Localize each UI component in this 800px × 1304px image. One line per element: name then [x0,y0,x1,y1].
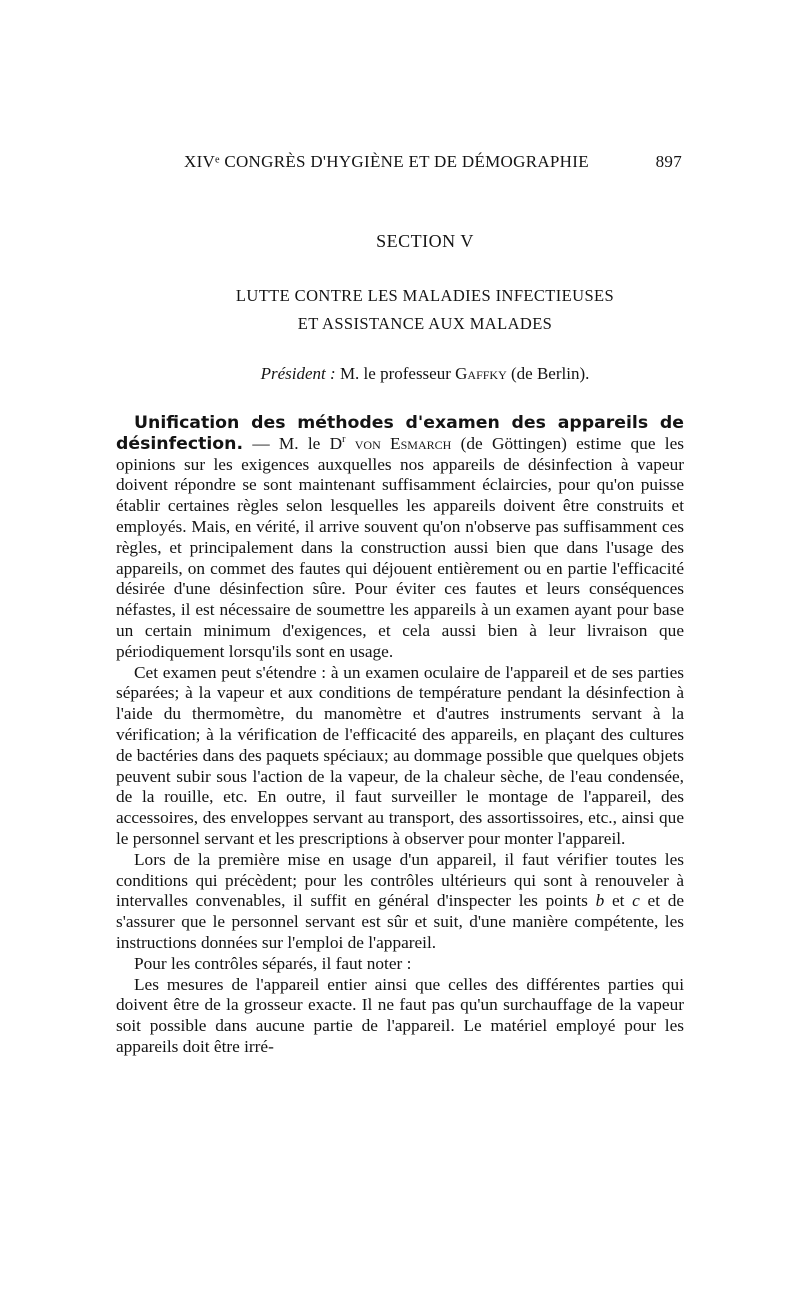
paragraph-5: Les mesures de l'appareil entier ainsi que celles des différentes parties qui doivent être de la grosseur exacte. Il ne faut pas qu'un surchauffage de la vapeur soit possible dans aucune partie de l'appareil. Le matériel employé pour les appareils doit être irré- [116,974,684,1056]
president-line [0,364,800,384]
section-subtitle-line2: ET ASSISTANCE AUX MALADES [297,314,553,333]
president-name: Gaffky [455,364,507,383]
paragraph-1-text: (de Göttingen) estime que les opinions sur les exigences auxquelles nos appareils de désinfection à vapeur doivent répondre se sont maintenant suffisamment éclaircies, pour qu'on puisse établir certaines règles selon lesquelles les appareils doivent être construits et employés. Mais, en vérité, il arrive souvent qu'on n'observe pas suffisamment ces règles, et principalement dans la construction aussi bien que dans l'usage des appareils, on commet des fautes qui déjouent entièrement ou en partie l'efficacité désirée d'une désinfection sûre. Pour éviter ces fautes et leurs conséquences néfastes, il est nécessaire de soumettre les appareils à un examen ayant pour base un certain minimum d'exigences, et cela aussi bien à leur livraison que périodiquement lorsqu'ils sont en usage. [116,433,684,661]
president-prefix: M. le professeur [339,364,451,383]
paragraph-1 [116,413,684,663]
paragraph-3-text-b: et de s'assurer que le personnel servant est sûr et suit, d'une manière compétente, les instructions données sur l'emploi de l'appareil. [116,891,685,952]
president-role: Président : [260,364,336,383]
running-head-title: XIVᵉ CONGRÈS D'HYGIÈNE ET DE DÉMOGRAPHIE [184,152,589,171]
dr-superscript: r [342,434,346,446]
article-body [116,413,684,1058]
paragraph-3 [116,850,684,954]
section-title: SECTION V [376,231,474,251]
intro-dash: — M. le D [252,433,343,453]
author-name: von Esmarch [354,433,452,453]
point-b: b [595,891,605,911]
page-number: 897 [655,152,682,171]
point-c: c [632,891,640,911]
paragraph-2: Cet examen peut s'étendre : à un examen oculaire de l'appareil et de ses parties séparées; à la vapeur et aux conditions de température pendant la désinfection à l'aide du thermomètre, du manomètre et d'autres instruments servant à la vérification; à la vérification de l'efficacité des appareils, en plaçant des cultures de bactéries dans des paquets spéciaux; au dommage possible que quelques objets peuvent subir sous l'action de la vapeur, de la chaleur sèche, de l'eau condensée, de la rouille, etc. En outre, il faut surveiller le montage de l'appareil, des accessoires, des enveloppes servant au transport, des assortissoires, etc., ainsi que le personnel servant et les prescriptions à observer pour monter l'appareil. [116,662,684,848]
article-heading: Unification des méthodes d'examen des appareils de désinfection. [116,413,684,454]
paragraph-4: Pour les contrôles séparés, il faut noter : [134,953,412,973]
president-place: (de Berlin). [511,364,590,383]
paragraph-3-text-and: et [611,891,625,911]
paragraph-3-text-a: Lors de la première mise en usage d'un appareil, il faut vérifier toutes les conditions qui précèdent; pour les contrôles ultérieurs qui sont à renouveler à intervalles convenables, il suffit en général d'inspecter les points [116,849,684,911]
section-subtitle-line1: LUTTE CONTRE LES MALADIES INFECTIEUSES [235,286,615,305]
